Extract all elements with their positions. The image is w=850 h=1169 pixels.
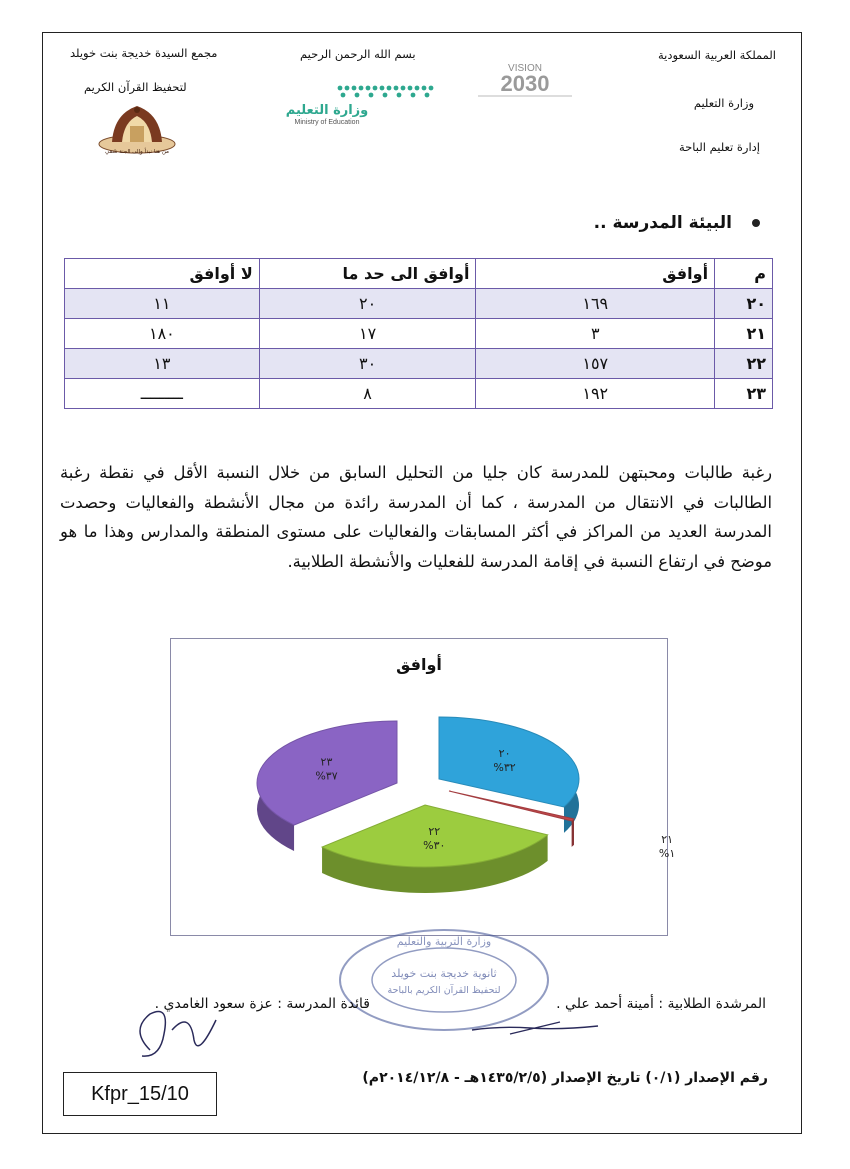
cell-agree: ١٥٧	[476, 349, 715, 379]
cell-disagree: ١٣	[65, 349, 260, 379]
table-header-row	[65, 259, 773, 289]
cell-number: ٢٠	[715, 289, 773, 319]
cell-agree: ٣	[476, 319, 715, 349]
pie-chart	[170, 638, 676, 936]
cell-number: ٢١	[715, 319, 773, 349]
issue-info: رقم الإصدار (٠/١) تاريخ الإصدار (١٤٣٥/٢/٥هـ - ٢٠١٤/١٢/٨م)	[362, 1070, 768, 1086]
cell-agree: ١٩٢	[476, 379, 715, 409]
pie-label-category: ٢٢	[428, 824, 441, 838]
section-title: البيئة المدرسة ..	[594, 213, 732, 233]
ministry-name: وزارة التعليم	[693, 96, 754, 110]
table-row	[65, 379, 773, 409]
table-row	[65, 349, 773, 379]
cell-partly-agree: ٨	[259, 379, 476, 409]
cell-partly-agree: ١٧	[259, 319, 476, 349]
pie-label-percent: %٣٢	[493, 761, 516, 775]
col-header-disagree: لا أوافق	[65, 259, 260, 289]
cell-partly-agree: ٢٠	[259, 289, 476, 319]
counselor-signature-line: المرشدة الطلابية : أمينة أحمد علي .	[556, 996, 766, 1012]
complex-name: مجمع السيدة خديجة بنت خويلد	[70, 46, 218, 60]
analysis-paragraph: رغبة طالبات ومحبتهن للمدرسة كان جليا من التحليل السابق من خلال النسبة الأقل في نقطة رغبة الطالبات في الانتقال من المدرسة ، كما أن المدرسة رائدة من مجال الأنشطة والفعاليات وحصدت المدرسة العديد من المراكز في أكثر المسابقات والفعاليات على مستوى المنطقة والمدارس وهذا ما هو موضح في ارتفاع النسبة في إقامة المدرسة للفعليات والأنشطة الطلابية.	[60, 463, 772, 571]
pie-label-percent: %١	[658, 846, 676, 860]
counselor-signature-scribble	[470, 1012, 600, 1042]
svg-text:لتحفيظ القرآن الكريم بالباحة: لتحفيظ القرآن الكريم بالباحة	[387, 985, 501, 996]
principal-signature-scribble	[120, 1000, 230, 1068]
svg-text:من هنا نبدأ وإلى الجنة نلتقي: من هنا نبدأ وإلى الجنة نلتقي	[105, 149, 169, 155]
svg-text:ثانوية خديجة بنت خويلد: ثانوية خديجة بنت خويلد	[391, 967, 497, 980]
directorate-name: إدارة تعليم الباحة	[678, 140, 760, 154]
pie-label-percent: %٣٧	[315, 769, 338, 783]
pie-label-percent: %٣٠	[423, 838, 446, 852]
principal-signature-line: قائدة المدرسة : عزة سعود الغامدي .	[154, 996, 370, 1012]
cell-number: ٢٢	[715, 349, 773, 379]
pie-label-category: ٢١	[661, 832, 674, 846]
svg-text:VISION: VISION	[508, 63, 542, 74]
document-code: Kfpr_15/10	[63, 1072, 217, 1116]
cell-agree: ١٦٩	[476, 289, 715, 319]
cell-number: ٢٣	[715, 379, 773, 409]
col-header-number: م	[715, 259, 773, 289]
pie-slice-side	[572, 819, 574, 847]
bullet-icon	[752, 219, 760, 227]
svg-text:Ministry of Education: Ministry of Education	[294, 119, 360, 126]
col-header-agree: أوافق	[476, 259, 715, 289]
cell-partly-agree: ٣٠	[259, 349, 476, 379]
svg-text:وزارة التعليم: وزارة التعليم	[285, 103, 369, 118]
table-row	[65, 289, 773, 319]
kingdom-name: المملكة العربية السعودية	[658, 48, 776, 62]
svg-text:وزارة التربية والتعليم: وزارة التربية والتعليم	[396, 935, 492, 948]
pie-label-category: ٢٣	[320, 755, 333, 769]
cell-disagree: ـــــــــ	[65, 379, 260, 409]
svg-text:2030: 2030	[500, 71, 550, 96]
pie-chart-canvas	[171, 639, 676, 935]
ministry-of-education-logo	[285, 82, 445, 128]
cell-disagree: ١١	[65, 289, 260, 319]
cell-disagree: ١٨٠	[65, 319, 260, 349]
col-header-partly-agree: أوافق الى حد ما	[259, 259, 476, 289]
survey-table	[64, 258, 773, 409]
pie-label-category: ٢٠	[498, 747, 511, 761]
basmala: بسم الله الرحمن الرحيم	[300, 47, 416, 61]
vision-2030-logo	[470, 58, 580, 102]
school-logo	[94, 98, 180, 158]
table-row	[65, 319, 773, 349]
chart-title: أوافق	[396, 655, 442, 674]
complex-subtitle: لتحفيظ القرآن الكريم	[84, 80, 187, 94]
